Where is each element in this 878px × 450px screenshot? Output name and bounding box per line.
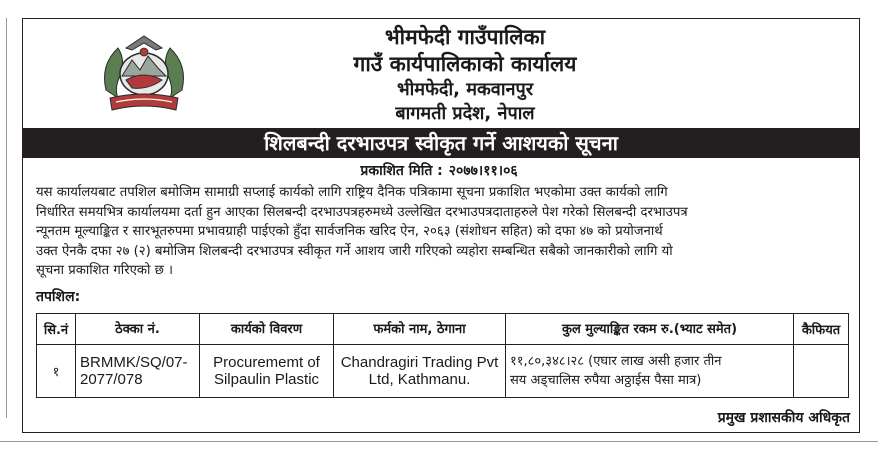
publication-date-value: २०७७।११।०६ (448, 163, 518, 179)
col-header-remarks: कैफियत (794, 314, 849, 345)
amount-line: सय अड्चालिस रुपैया अठ्ठाईस पैसा मात्र) (510, 373, 702, 388)
page-bottom-line (0, 441, 878, 442)
publication-date (0, 160, 878, 182)
cell-remarks (794, 345, 849, 398)
amount-line: ११,८०,३४८।२८ (एघार लाख असी हजार तीन (510, 354, 722, 369)
page-edge-line (6, 18, 7, 418)
body-line: उक्त ऐनकै दफा २७ (२) बमोजिम शिलबन्दी दरभाउपत्र स्वीकृत गर्ने आशय जारी गरिएको व्यहोरा सम्बन्धित सबैको जानकारीको लागि यो (36, 243, 673, 259)
nepal-emblem-icon (96, 30, 192, 116)
bid-details-table (36, 313, 849, 398)
col-header-contract: ठेक्का नं. (76, 314, 200, 345)
publication-date-label: प्रकाशित मिति : (360, 163, 443, 179)
municipality-name: भीमफेदी गाउँपालिका (384, 25, 546, 49)
body-line: न्यूनतम मूल्याङ्कित र सारभूतरुपमा प्रभावग्राही पाईएको हुँदा सार्वजनिक खरिद ऐन, २०६३ (संशोधन सहित) को दफा ४७ को प्रयोजनार्थ (36, 224, 663, 240)
notice-title-banner: शिलबन्दी दरभाउपत्र स्वीकृत गर्ने आशयको सूचना (23, 128, 859, 158)
cell-sn: १ (37, 345, 76, 398)
col-header-description: कार्यको विवरण (200, 314, 334, 345)
notice-body (36, 183, 856, 281)
cell-description (200, 345, 334, 398)
firm-line: Chandragiri Trading Pvt (340, 354, 499, 371)
province-country: बागमती प्रदेश, नेपाल (395, 103, 535, 124)
signatory-title: प्रमुख प्रशासकीय अधिकृत (717, 410, 850, 426)
office-address: भीमफेदी, मकवानपुर (396, 79, 534, 100)
description-line: Silpaulin Plastic (213, 371, 320, 388)
office-name: गाउँ कार्यपालिकाको कार्यालय (353, 52, 577, 76)
details-label: तपशिल: (36, 289, 81, 305)
cell-amount (506, 345, 794, 398)
cell-firm (334, 345, 506, 398)
table-row (37, 345, 849, 398)
firm-line: Ltd, Kathmanu. (368, 371, 471, 388)
cell-contract (76, 345, 200, 398)
body-line: सूचना प्रकाशित गरिएको छ । (36, 263, 174, 279)
table-header-row (37, 314, 849, 345)
body-line: निर्धारित समयभित्र कार्यालयमा दर्ता हुन आएका सिलबन्दी दरभाउपत्रहरुमध्ये उल्लेखित दरभाउपत्रदाताहरुले पेश गरेको सिलबन्दी दरभाउपत्र (36, 204, 688, 220)
contract-line: BRMMK/SQ/07- (80, 354, 188, 371)
col-header-firm: फर्मको नाम, ठेगाना (334, 314, 506, 345)
contract-line: 2077/078 (80, 371, 143, 388)
office-header (240, 24, 690, 126)
description-line: Procurememt of (213, 354, 320, 371)
col-header-amount: कुल मुल्याङ्कित रकम रु.(भ्याट समेत) (506, 314, 794, 345)
col-header-sn: सि.नं (37, 314, 76, 345)
body-line: यस कार्यालयबाट तपशिल बमोजिम सामाग्री सप्लाई कार्यको लागि राष्ट्रिय दैनिक पत्रिकामा सूचना प्रकाशित भएकोमा उक्त कार्यको लागि (36, 185, 668, 200)
